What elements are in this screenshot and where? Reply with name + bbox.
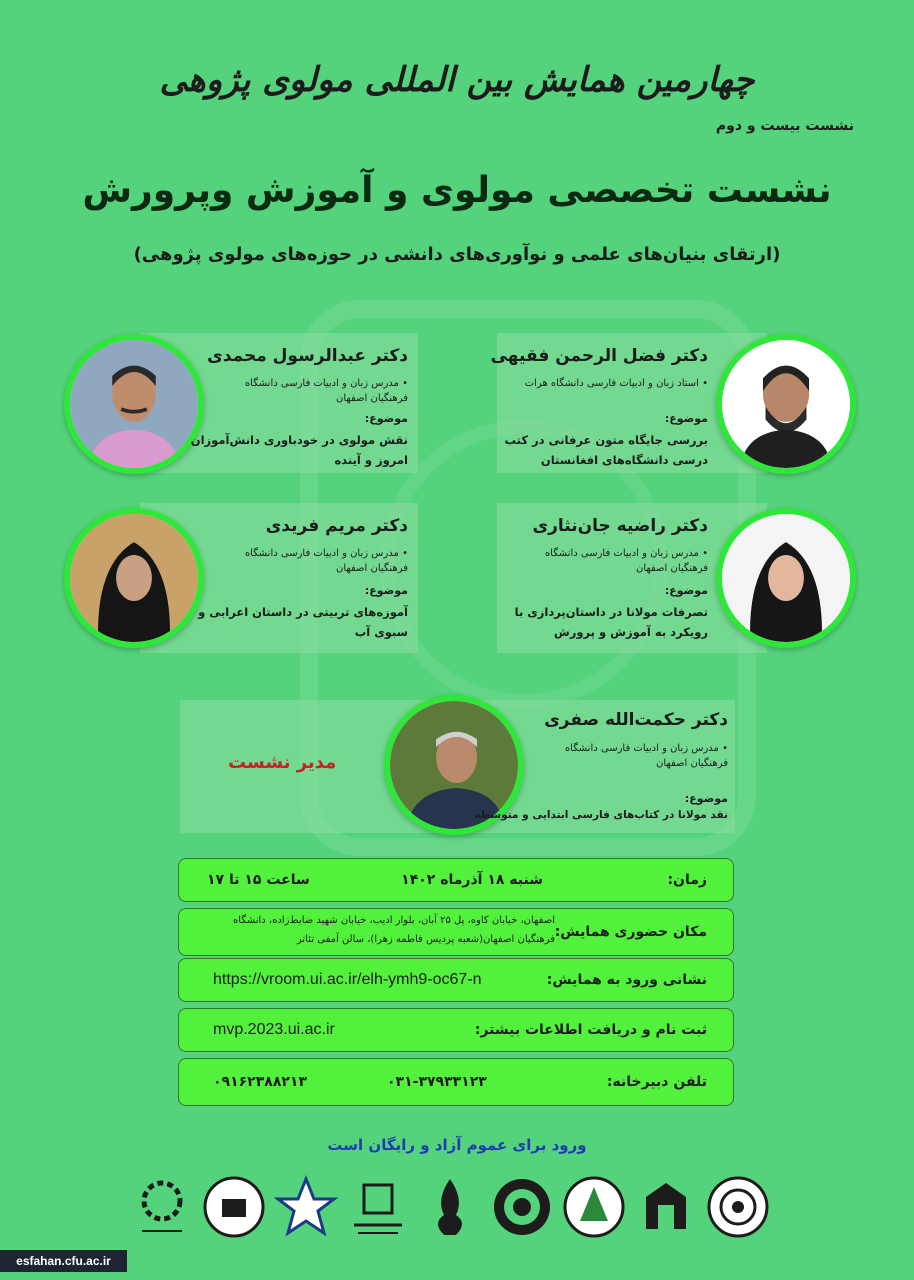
speaker-photo <box>64 508 204 648</box>
topic-label: موضوع: <box>664 584 708 597</box>
site-badge[interactable]: esfahan.cfu.ac.ir <box>0 1250 127 1272</box>
speaker-name: دکتر راضیه جان‌نثاری <box>532 516 708 536</box>
speaker-name: دکتر مریم فریدی <box>265 516 408 536</box>
info-row-register <box>178 1008 734 1052</box>
venue-address: فرهنگیان اصفهان(شعبه پردیس فاطمه زهرا)، سالن آمفی تئاتر <box>296 934 555 945</box>
speaker-role: فرهنگیان اصفهان <box>335 563 408 574</box>
speaker-name: دکتر عبدالرسول محمدی <box>207 346 408 366</box>
info-row-venue <box>178 908 734 956</box>
topic-line: سبوی آب <box>354 625 408 639</box>
topic-line: درسی دانشگاه‌های افغانستان <box>540 453 708 467</box>
phone-number: ۰۳۱-۳۷۹۳۳۱۲۳ <box>387 1074 487 1090</box>
info-row-link <box>178 958 734 1002</box>
speaker-photo <box>716 334 856 474</box>
portrait-icon <box>70 514 198 642</box>
speaker-photo <box>716 508 856 648</box>
rosette-emblem-icon <box>490 1175 554 1239</box>
speaker-name: دکتر فضل الرحمن فقیهی <box>490 346 708 366</box>
main-title: نشست تخصصی مولوی و آموزش وپرورش <box>82 170 832 211</box>
register-website[interactable]: mvp.2023.ui.ac.ir <box>213 1021 335 1038</box>
rosette-logo-icon <box>130 1175 194 1239</box>
speaker-role: • مدرس زبان و ادبیات فارسی دانشگاه <box>244 548 408 559</box>
moderator-role: • مدرس زبان و ادبیات فارسی دانشگاه <box>564 743 728 754</box>
portrait-icon <box>722 514 850 642</box>
foundation-logo-icon <box>346 1175 410 1239</box>
link-label: نشانی ورود به همایش: <box>546 972 707 988</box>
venue-label: مکان حضوری همایش: <box>554 924 707 940</box>
speaker-photo <box>64 334 204 474</box>
topic-label: موضوع: <box>684 792 728 805</box>
flame-logo-icon <box>418 1175 482 1239</box>
info-row-time <box>178 858 734 902</box>
moderator-badge: مدیر نشست <box>228 752 337 773</box>
venue-address: اصفهان، خیابان کاوه، پل ۲۵ آبان، بلوار ادیب، خیابان شهید ضابط‌زاده، دانشگاه <box>232 915 555 926</box>
subtitle: (ارتقای بنیان‌های علمی و نوآوری‌های دانشی در حوزه‌های مولوی پژوهی) <box>133 244 781 265</box>
info-row-phone <box>178 1058 734 1106</box>
event-date: شنبه ۱۸ آذرماه ۱۴۰۲ <box>401 872 543 888</box>
phone-label: تلفن دبیرخانه: <box>606 1074 707 1090</box>
topic-line: نقد مولانا در کتاب‌های فارسی ابتدایی و متوسطه <box>474 809 728 821</box>
meeting-link[interactable]: https://vroom.ui.ac.ir/elh-ymh9-oc67-n <box>213 971 482 988</box>
topic-label: موضوع: <box>364 412 408 425</box>
speaker-role: • مدرس زبان و ادبیات فارسی دانشگاه <box>544 548 708 559</box>
school-logo-icon <box>634 1175 698 1239</box>
topic-line: بررسی جایگاه متون عرفانی در کتب <box>504 433 708 447</box>
topic-line: تصرفات مولانا در داستان‌پردازی با <box>514 605 708 619</box>
portrait-icon <box>70 340 198 468</box>
sponsor-logos <box>150 1175 770 1247</box>
university-seal-icon <box>706 1175 770 1239</box>
topic-line: امروز و آینده <box>334 453 408 467</box>
speaker-role: فرهنگیان اصفهان <box>335 393 408 404</box>
emblem-icon <box>562 1175 626 1239</box>
time-label: زمان: <box>667 872 707 888</box>
star-emblem-icon <box>274 1175 338 1239</box>
register-label: ثبت نام و دریافت اطلاعات بیشتر: <box>474 1022 707 1038</box>
topic-label: موضوع: <box>364 584 408 597</box>
session-number: نشست بیست و دوم <box>715 118 854 134</box>
topic-line: رویکرد به آموزش و پرورش <box>553 625 708 639</box>
phone-number: ۰۹۱۶۲۳۸۸۲۱۳ <box>213 1074 307 1090</box>
speaker-role: • مدرس زبان و ادبیات فارسی دانشگاه <box>244 378 408 389</box>
university-round-seal-icon <box>202 1175 266 1239</box>
topic-label: موضوع: <box>664 412 708 425</box>
free-entry-note: ورود برای عموم آزاد و رایگان است <box>327 1136 587 1154</box>
event-hours: ساعت ۱۵ تا ۱۷ <box>207 872 310 888</box>
speaker-role: فرهنگیان اصفهان <box>635 563 708 574</box>
moderator-name: دکتر حکمت‌الله صفری <box>544 710 728 730</box>
topic-line: آموزه‌های تربیتی در داستان اعرابی و <box>198 605 408 619</box>
moderator-role: فرهنگیان اصفهان <box>655 758 728 769</box>
portrait-icon <box>722 340 850 468</box>
speaker-role: • استاد زبان و ادبیات فارسی دانشگاه هرات <box>524 378 708 389</box>
topic-line: نقش مولوی در خودباوری دانش‌آموزان <box>190 433 408 447</box>
conference-title: چهارمین همایش بین المللی مولوی پژوهی <box>159 60 755 100</box>
